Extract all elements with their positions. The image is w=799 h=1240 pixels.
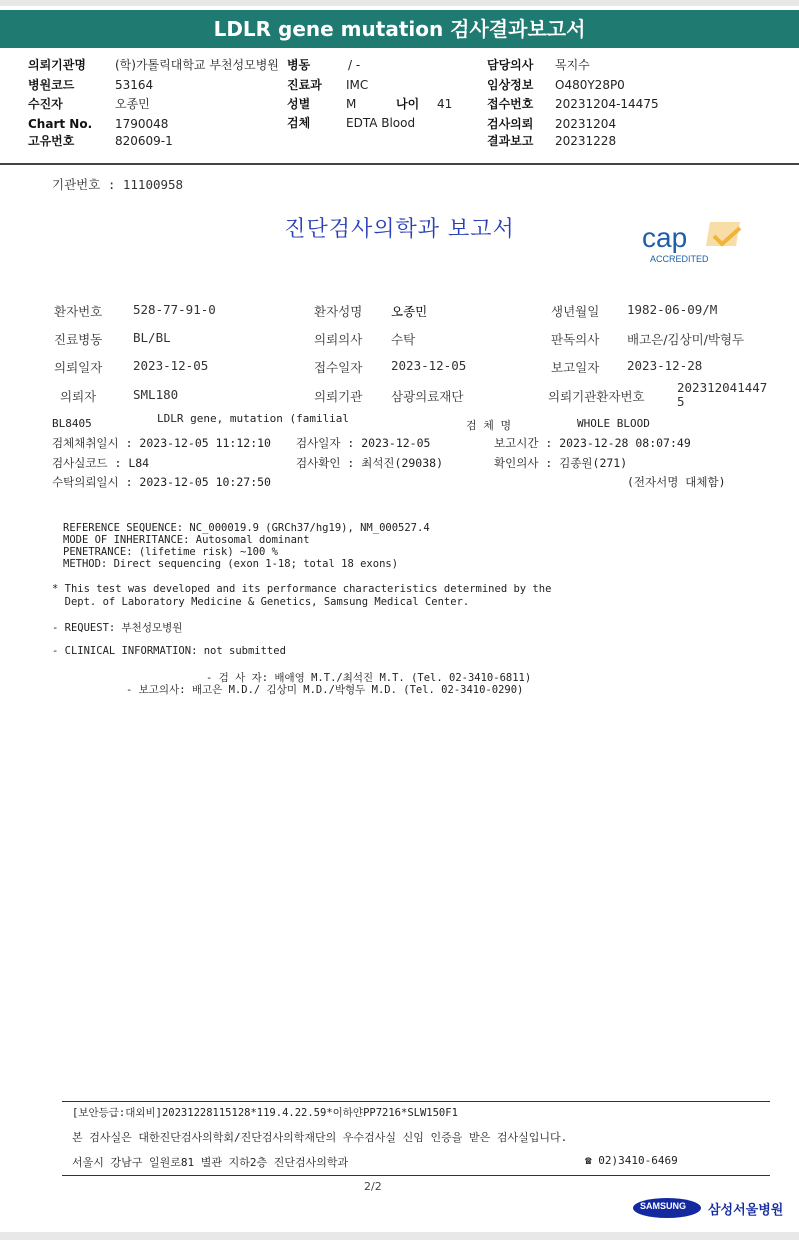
reporter-line: - 보고의사: 배고은 M.D./ 김상미 M.D./박형두 M.D. (Tel. 02-3410-0290) xyxy=(126,684,524,696)
label-hospital-code: 병원코드 xyxy=(28,78,75,92)
label-specimen: 검체 xyxy=(287,116,311,130)
confirming-doctor: 확인의사 : 김종원(271) xyxy=(494,456,628,470)
value-sex: M xyxy=(346,97,357,111)
value-reading-doctor: 배고은/김상미/박형두 xyxy=(627,332,745,347)
value-age: 41 xyxy=(437,97,453,111)
cap-text: cap xyxy=(642,222,688,253)
value-birth-date: 1982-06-09/M xyxy=(627,302,718,317)
report-title: 진단검사의학과 보고서 xyxy=(284,217,515,242)
lab-code: 검사실코드 : L84 xyxy=(52,456,150,470)
value-patient-no: 528-77-91-0 xyxy=(133,302,216,317)
penetrance: PENETRANCE: (lifetime risk) ~100 % xyxy=(63,546,278,558)
value-ward: / - xyxy=(348,58,361,72)
value-result-report: 20231228 xyxy=(555,134,617,148)
method: METHOD: Direct sequencing (exon 1-18; total 18 exons) xyxy=(63,558,399,570)
note-line-2: Dept. of Laboratory Medicine & Genetics, Samsung Medical Center. xyxy=(52,596,470,608)
label-department: 진료과 xyxy=(287,78,322,92)
test-confirm: 검사확인 : 최석진(29038) xyxy=(296,456,443,470)
label-unique-no: 고유번호 xyxy=(28,134,75,148)
label-ward: 병동 xyxy=(287,58,311,72)
bottom-edge xyxy=(0,1232,799,1240)
value-specimen: EDTA Blood xyxy=(346,116,416,130)
report-time: 보고시간 : 2023-12-28 08:07:49 xyxy=(494,436,691,450)
label-requesting-doctor: 의뢰의사 xyxy=(314,332,363,347)
label-test-request: 검사의뢰 xyxy=(487,117,534,131)
value-patient: 오종민 xyxy=(115,97,150,111)
value-chart-no: 1790048 xyxy=(115,117,169,131)
header-divider xyxy=(0,163,799,165)
report-banner-title: LDLR gene mutation 검사결과보고서 xyxy=(0,10,799,48)
label-patient-name: 환자성명 xyxy=(314,304,363,319)
value-requesting-institution: (학)가톨릭대학교 부천성모병원 xyxy=(115,58,279,72)
value-attending-doctor: 목지수 xyxy=(555,58,590,72)
clinical-info-line: - CLINICAL INFORMATION: not submitted xyxy=(52,645,286,657)
e-signature-note: (전자서명 대체함) xyxy=(627,475,726,489)
certification-line: 본 검사실은 대한진단검사의학회/진단검사의학재단의 우수검사실 신임 인증을 받은 검사실입니다. xyxy=(72,1131,568,1144)
value-patient-name: 오종민 xyxy=(391,304,428,319)
label-receipt-no: 접수번호 xyxy=(487,97,534,111)
mode-of-inheritance: MODE OF INHERITANCE: Autosomal dominant xyxy=(63,534,310,546)
label-birth-date: 생년월일 xyxy=(551,304,600,319)
label-attending-doctor: 담당의사 xyxy=(487,58,534,72)
security-line: [보안등급:대외비]20231228115128*119.4.22.59*이하얀PP7216*SLW150F1 xyxy=(72,1107,458,1119)
label-patient-no: 환자번호 xyxy=(54,304,103,319)
note-line-1: * This test was developed and its performance characteristics determined by the xyxy=(52,583,552,595)
value-request-date: 2023-12-05 xyxy=(133,358,209,373)
request-line: - REQUEST: 부천성모병원 xyxy=(52,622,183,634)
collection-datetime: 검체채취일시 : 2023-12-05 11:12:10 xyxy=(52,436,271,450)
label-reading-doctor: 판독의사 xyxy=(551,332,600,347)
value-department: IMC xyxy=(346,78,369,92)
value-requesting-org: 삼광의료재단 xyxy=(391,389,464,404)
value-receipt-no: 20231204-14475 xyxy=(555,97,659,111)
value-test-request: 20231204 xyxy=(555,117,617,131)
label-requester: 의뢰자 xyxy=(60,389,97,404)
hospital-name: 삼성서울병원 xyxy=(708,1203,784,1218)
test-code: BL8405 xyxy=(52,417,92,430)
test-date: 검사일자 : 2023-12-05 xyxy=(296,436,431,450)
page-number: 2/2 xyxy=(364,1180,382,1193)
top-edge xyxy=(0,0,799,6)
phone-line: ☎ 02)3410-6469 xyxy=(585,1154,678,1167)
value-org-patient-no: 202312041447 xyxy=(677,380,768,395)
samsung-hospital-logo xyxy=(632,1196,784,1222)
cap-accredited-text: ACCREDITED xyxy=(650,254,709,264)
label-patient: 수진자 xyxy=(28,97,63,111)
tester-line: - 검 사 자: 배애영 M.T./최석진 M.T. (Tel. 02-3410-6811) xyxy=(206,672,532,684)
value-requesting-doctor: 수탁 xyxy=(391,332,416,347)
label-age: 나이 xyxy=(396,97,420,111)
cap-accredited-logo xyxy=(640,220,750,270)
value-requester: SML180 xyxy=(133,387,179,402)
value-ward-room: BL/BL xyxy=(133,330,171,345)
reference-sequence: REFERENCE SEQUENCE: NC_000019.9 (GRCh37/hg19), NM_000527.4 xyxy=(63,522,430,534)
value-receipt-date: 2023-12-05 xyxy=(391,358,467,373)
footer-top-line xyxy=(62,1101,770,1102)
value-org-patient-no-cont: 5 xyxy=(677,394,685,409)
label-requesting-institution: 의뢰기관명 xyxy=(28,58,86,72)
value-clinical-info: O480Y28P0 xyxy=(555,78,625,92)
specimen-name-label: 검 체 명 xyxy=(466,419,512,432)
test-name: LDLR gene, mutation (familial xyxy=(157,412,350,425)
label-clinical-info: 임상정보 xyxy=(487,78,534,92)
label-receipt-date: 접수일자 xyxy=(314,360,363,375)
label-requesting-org: 의뢰기관 xyxy=(314,389,363,404)
consignment-datetime: 수탁의뢰일시 : 2023-12-05 10:27:50 xyxy=(52,475,271,489)
value-unique-no: 820609-1 xyxy=(115,134,173,148)
footer-bottom-line xyxy=(62,1175,770,1176)
label-org-patient-no: 의뢰기관환자번호 xyxy=(548,389,645,404)
label-sex: 성별 xyxy=(287,97,311,111)
label-result-report: 결과보고 xyxy=(487,134,534,148)
value-hospital-code: 53164 xyxy=(115,78,154,92)
label-report-date: 보고일자 xyxy=(551,360,600,375)
institution-number: 기관번호 : 11100958 xyxy=(52,177,184,192)
specimen-name-value: WHOLE BLOOD xyxy=(577,417,650,430)
label-ward-room: 진료병동 xyxy=(54,332,103,347)
samsung-text: SAMSUNG xyxy=(640,1201,687,1211)
label-chart-no: Chart No. xyxy=(28,117,93,131)
label-request-date: 의뢰일자 xyxy=(54,360,103,375)
value-report-date: 2023-12-28 xyxy=(627,358,703,373)
address-line: 서울시 강남구 일원로81 별관 지하2층 진단검사의학과 xyxy=(72,1156,349,1169)
